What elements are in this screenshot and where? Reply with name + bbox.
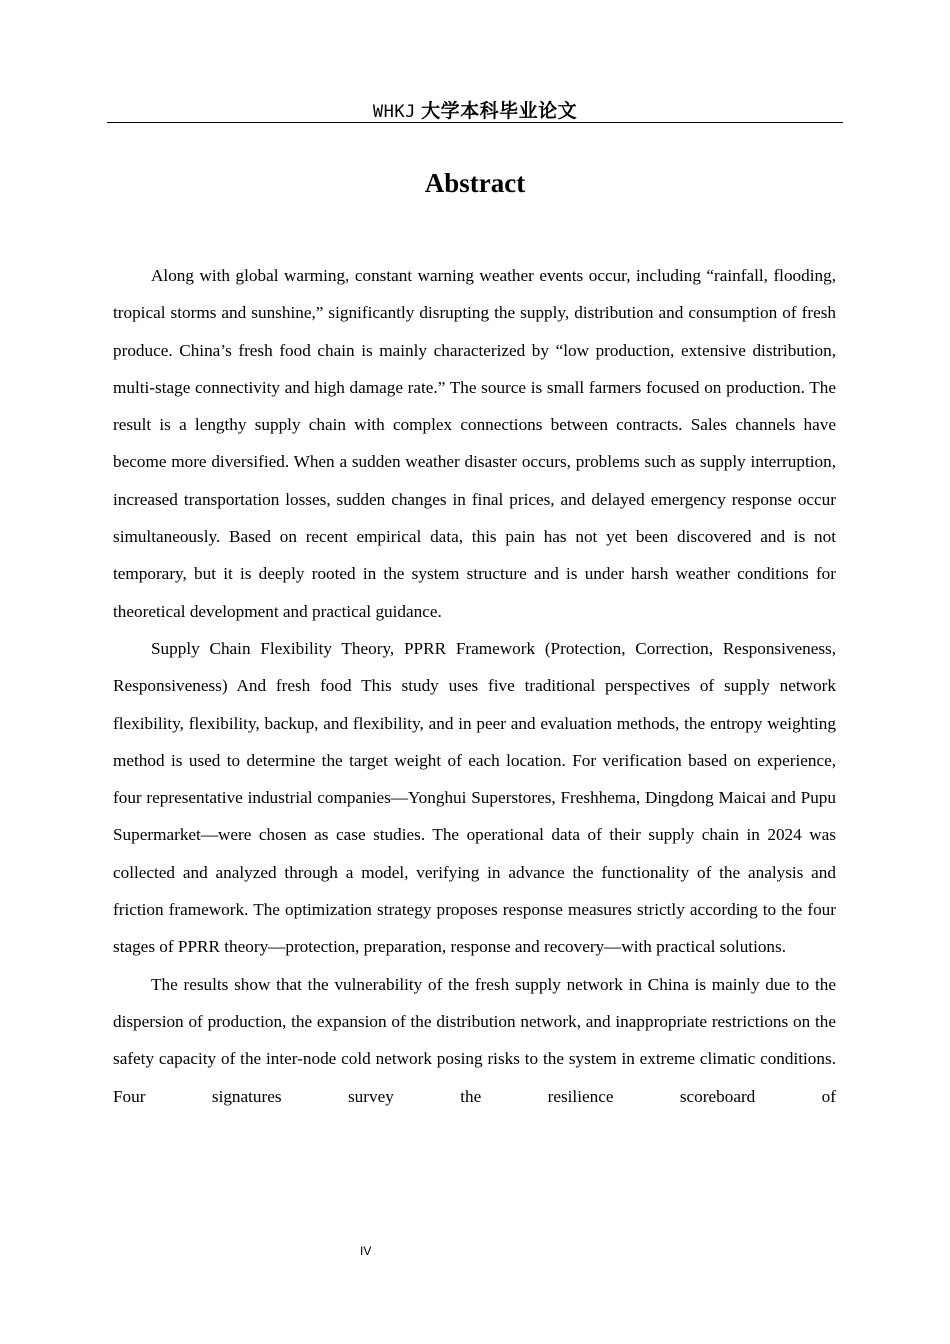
running-header bbox=[0, 96, 950, 123]
page-title: Abstract bbox=[424, 168, 526, 198]
header-thesis-label: 大学本科毕业论文 bbox=[421, 100, 578, 122]
page-number: IV bbox=[360, 1244, 372, 1258]
paragraph-1: Along with global warming, constant warning weather events occur, including “rainfall, flooding, tropical storms and sunshine,” significantly disrupting the supply, distribution and consumption of fresh produce. China’s fresh food chain is mainly characterized by “low production, extensive distribution, multi-stage connectivity and high damage rate.” The source is small farmers focused on production. The result is a lengthy supply chain with complex connections between contracts. Sales channels have become more diversified. When a sudden weather disaster occurs, problems such as supply interruption, increased transportation losses, sudden changes in final prices, and delayed emergency response occur simultaneously. Based on recent empirical data, this pain has not yet been discovered and is not temporary, but it is deeply rooted in the system structure and is under harsh weather conditions for theoretical development and practical guidance. bbox=[113, 266, 836, 621]
header-divider bbox=[107, 122, 843, 123]
paragraph-3: The results show that the vulnerability of the fresh supply network in China is mainly due to the dispersion of production, the expansion of the distribution network, and inappropriate restrictions on the safety capacity of the inter-node cold network posing risks to the system in extreme climatic conditions. Four signatures survey the resilience scoreboard of bbox=[113, 974, 836, 1106]
abstract-body bbox=[113, 257, 836, 1115]
header-university-code: WHKJ bbox=[372, 102, 416, 122]
paragraph-2: Supply Chain Flexibility Theory, PPRR Framework (Protection, Correction, Responsiveness, Responsiveness) And fresh food This study uses five traditional perspectives of supply network flexibility, flexibility, backup, and flexibility, and in peer and evaluation methods, the entropy weighting method is used to determine the target weight of each location. For verification based on experience, four representative industrial companies—Yonghui Superstores, Freshhema, Dingdong Maicai and Pupu Supermarket—were chosen as case studies. The operational data of their supply chain in 2024 was collected and analyzed through a model, verifying in advance the functionality of the analysis and friction framework. The optimization strategy proposes response measures strictly according to the four stages of PPRR theory—protection, preparation, response and recovery—with practical solutions. bbox=[113, 638, 836, 957]
